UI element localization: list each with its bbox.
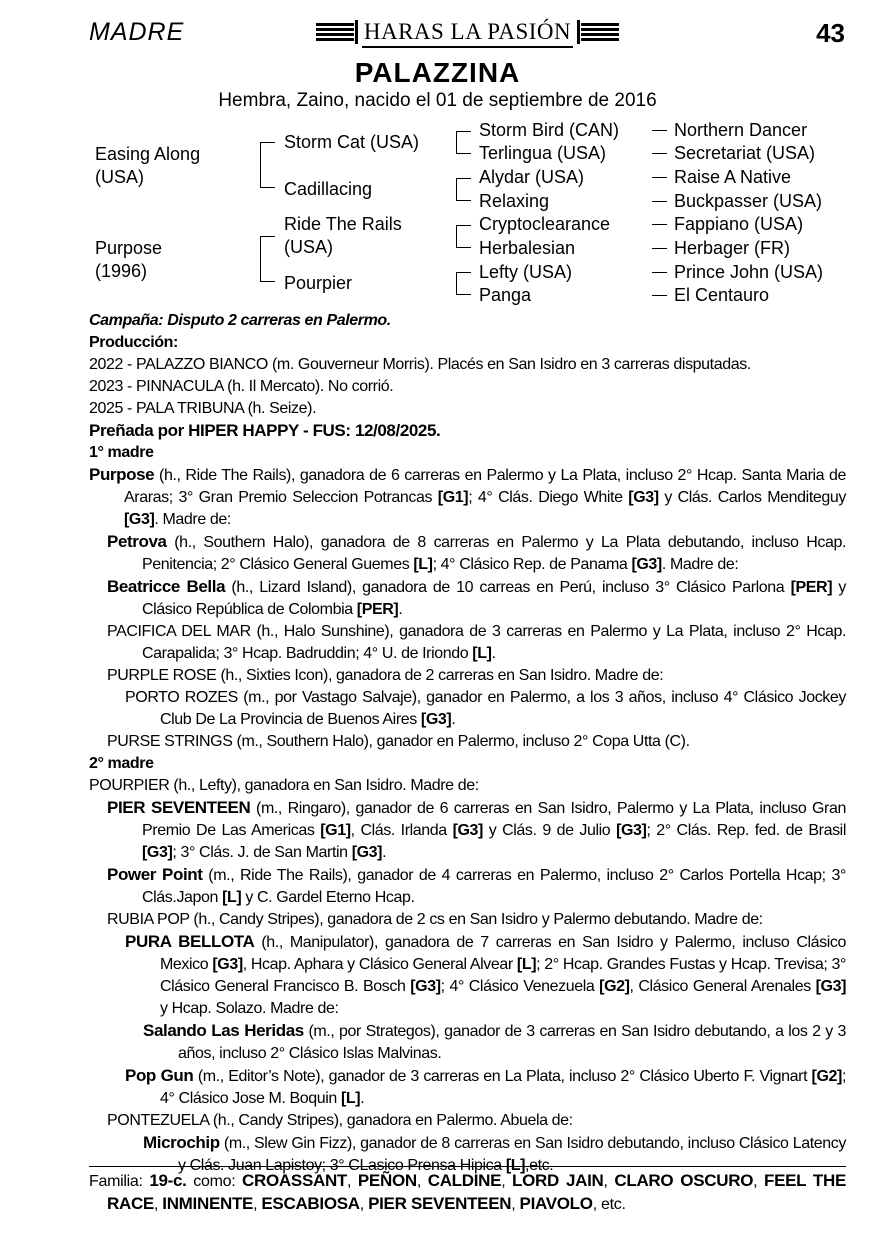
page-number: 43	[816, 18, 845, 48]
horse-name-popgun: Pop Gun	[125, 1066, 194, 1085]
pedigree-sire: Easing Along (USA)	[95, 144, 201, 187]
pedigree-gen4: Northern Dancer	[674, 120, 808, 140]
grade-badge: [G3]	[351, 844, 383, 861]
entry-text: , Clás. Irlanda	[350, 822, 453, 839]
entry-text: ,etc.	[525, 1157, 554, 1174]
entry-text: .	[382, 844, 387, 861]
production-item: 2025 - PALA TRIBUNA (h. Seize).	[89, 400, 317, 417]
family-horse: CLARO OSCURO	[614, 1171, 754, 1190]
pedigree-dash	[652, 153, 667, 154]
horse-name-pier: PIER SEVENTEEN	[107, 798, 251, 817]
grade-badge: [G3]	[124, 511, 155, 528]
pedigree-dash	[652, 201, 667, 202]
horse-name-power: Power Point	[107, 865, 203, 884]
grade-badge: [G3]	[142, 844, 173, 861]
family-sep: ,	[511, 1196, 520, 1213]
family-sep: ,	[603, 1173, 615, 1190]
entry-pura-bellota	[89, 931, 846, 1020]
grade-badge: [G2]	[811, 1068, 842, 1085]
pedigree-gen3: Panga	[479, 285, 532, 305]
pedigree-dash	[652, 130, 667, 131]
entry-text: .	[491, 645, 496, 662]
entry-text: (m., Ringaro), ganador de 6 carreras en San Isidro, Palermo y La Plata, incluso Gran Premio De Las Americas	[142, 800, 846, 839]
entry-pourpier: POURPIER (h., Lefty), ganadora en San Isidro. Madre de:	[89, 777, 479, 794]
pedigree-bracket	[456, 178, 457, 201]
entry-text: (m., Editor’s Note), ganador de 3 carreras en La Plata, incluso 2° Clásico Uberto F. Vignart	[193, 1068, 812, 1085]
entry-power-point	[89, 864, 846, 909]
family-number: 19-c.	[149, 1171, 187, 1190]
family-sep: ,	[359, 1196, 369, 1213]
pedigree-gen4: Secretariat (USA)	[674, 143, 816, 163]
pedigree-dam: Purpose (1996)	[95, 238, 163, 281]
horse-name-microchip: Microchip	[143, 1133, 220, 1152]
catalog-body	[89, 310, 846, 1177]
grade-badge: [L]	[413, 556, 433, 573]
entry-text: (h., Ride The Rails), ganadora de 6 carreras en Palermo y La Plata, incluso 2° Hcap. Santa Maria de Araras; 3° Gran Premio Seleccion Potrancas	[124, 467, 846, 506]
entry-text: PACIFICA DEL MAR (h., Halo Sunshine), ganadora de 3 carreras en Palermo y La Plata, incluso 2° Hcap. Carapalida; 3° Hcap. Badruddin; 4° U. de Iriondo	[107, 623, 846, 662]
grade-badge: [L]	[222, 889, 242, 906]
dam-entry-petrova	[89, 531, 846, 576]
entry-porto-rozes	[89, 687, 846, 731]
pedigree-gen4: Fappiano (USA)	[674, 214, 804, 234]
pedigree-gen3: Relaxing	[479, 191, 550, 211]
entry-text: y C. Gardel Eterno Hcap.	[241, 889, 415, 906]
entry-beatricce	[89, 576, 846, 621]
grade-badge: [G2]	[599, 978, 630, 995]
entry-text: ; 4° Clásico Jose M. Boquin	[160, 1068, 846, 1107]
pedigree-gen3: Cryptoclearance	[479, 214, 611, 234]
grade-badge: [PER]	[356, 601, 399, 618]
grade-badge: [G3]	[628, 489, 659, 506]
production-heading: Producción:	[89, 334, 178, 351]
brand-divider-right	[577, 20, 580, 44]
entry-text: (m., Slew Gin Fizz), ganador de 8 carreras en San Isidro debutando, incluso Clásico Latency y Clás. Juan Lapistoy; 3° CLasico Prensa Hipica	[178, 1135, 846, 1174]
entry-text: ; 2° Clás. Rep. fed. de Brasil	[646, 822, 846, 839]
family-sep: ,	[253, 1196, 262, 1213]
horse-name-salando: Salando Las Heridas	[143, 1021, 304, 1040]
family-sep: ,	[153, 1196, 163, 1213]
family-footer	[89, 1166, 846, 1216]
grade-badge: [G3]	[420, 711, 452, 728]
family-sep: ,	[347, 1173, 358, 1190]
family-horse: PIER SEVENTEEN	[368, 1194, 512, 1213]
pedigree-gen2: Pourpier	[284, 273, 353, 293]
horse-name-petrova: Petrova	[107, 532, 167, 551]
brand-divider-left	[355, 20, 358, 44]
pedigree-bracket	[456, 225, 457, 248]
family-horse: CROASSANT	[242, 1171, 348, 1190]
entry-text: ; 4° Clásico Venezuela	[440, 978, 600, 995]
pedigree-gen2: Storm Cat (USA)	[284, 132, 420, 152]
entry-text: ; 3° Clás. J. de San Martin	[172, 844, 352, 861]
entry-rubia-pop: RUBIA POP (h., Candy Stripes), ganadora de 2 cs en San Isidro y Palermo debutando. Madre de:	[107, 911, 763, 928]
grade-badge: [G3]	[631, 556, 662, 573]
second-dam-heading: 2° madre	[89, 755, 154, 772]
entry-text: .	[360, 1090, 365, 1107]
entry-text: y Clásico República de Colombia	[142, 579, 847, 618]
family-etc: , etc.	[592, 1196, 626, 1213]
pedigree-dash	[652, 272, 667, 273]
pedigree-dash	[652, 248, 667, 249]
family-como: como:	[186, 1173, 243, 1190]
family-horse: LORD JAIN	[512, 1171, 604, 1190]
pedigree-dash	[652, 177, 667, 178]
pedigree-dash	[652, 295, 667, 296]
entry-text: (h., Southern Halo), ganadora de 8 carreras en Palermo y La Plata debutando, incluso Hcap. Penitencia; 2° Clásico General Guemes	[142, 534, 846, 573]
entry-text: , Clásico General Arenales	[629, 978, 816, 995]
grade-badge: [G3]	[410, 978, 441, 995]
pedigree-bracket	[260, 142, 261, 188]
entry-text: .	[451, 711, 456, 728]
pregnancy-line: Preñada por HIPER HAPPY - FUS: 12/08/2025.	[89, 421, 441, 440]
entry-pontezuela: PONTEZUELA (h., Candy Stripes), ganadora en Palermo. Abuela de:	[107, 1112, 573, 1129]
brand-underline	[362, 46, 573, 48]
family-label: Familia:	[89, 1173, 150, 1190]
pedigree-bracket	[456, 131, 457, 154]
pedigree-gen3: Lefty (USA)	[479, 262, 573, 282]
entry-text: . Madre de:	[154, 511, 231, 528]
entry-pop-gun	[89, 1065, 846, 1110]
horse-description: Hembra, Zaino, nacido el 01 de septiembre de 2016	[218, 90, 657, 111]
horse-name-purpose: Purpose	[89, 465, 155, 484]
pedigree-gen3: Terlingua (USA)	[479, 143, 607, 163]
pedigree-dash	[652, 224, 667, 225]
brand-bars-right	[581, 23, 619, 41]
entry-text: ; 4° Clásico Rep. de Panama	[432, 556, 632, 573]
family-sep: ,	[416, 1173, 428, 1190]
grade-badge: [G1]	[320, 822, 351, 839]
entry-salando	[89, 1020, 846, 1065]
entry-pier-seventeen	[89, 797, 846, 864]
pedigree-bracket	[456, 272, 457, 295]
campaign-line: Campaña: Disputo 2 carreras en Palermo.	[89, 312, 391, 329]
entry-text: , Hcap. Aphara y Clásico General Alvear	[242, 956, 517, 973]
pedigree-gen4: Buckpasser (USA)	[674, 191, 823, 211]
family-horse: FEEL THE RACE	[107, 1171, 847, 1213]
grade-badge: [L]	[505, 1157, 526, 1174]
entry-purse-strings: PURSE STRINGS (m., Southern Halo), ganador en Palermo, incluso 2° Copa Utta (C).	[107, 733, 690, 750]
family-line	[89, 1170, 846, 1216]
entry-text: ; 2° Hcap. Grandes Fustas y Hcap. Trevisa; 3° Clásico General Francisco B. Bosch	[160, 956, 846, 995]
pedigree-gen4: Prince John (USA)	[674, 262, 824, 282]
grade-badge: [L]	[472, 645, 492, 662]
pedigree-bracket	[260, 236, 261, 282]
brand-logo	[316, 16, 619, 50]
family-sep: ,	[753, 1173, 764, 1190]
dam-entry-purpose	[89, 464, 846, 531]
brand-bars-left	[316, 23, 354, 41]
first-dam-heading: 1° madre	[89, 444, 154, 461]
entry-text: (h., Manipulator), ganadora de 7 carreras en San Isidro y Palermo, incluso Clásico Mexico	[160, 934, 846, 973]
family-horse: PIAVOLO	[519, 1194, 593, 1213]
entry-text: (m., Ride The Rails), ganador de 4 carreras en Palermo, incluso 2° Carlos Portella Hcap; 3° Clás.Japon	[142, 867, 846, 906]
grade-badge: [G3]	[815, 978, 846, 995]
pedigree-gen2: Cadillacing	[284, 179, 373, 199]
grade-badge: [G1]	[437, 489, 469, 506]
entry-text: ; 4° Clás. Diego White	[468, 489, 629, 506]
grade-badge: [G3]	[616, 822, 647, 839]
brand-name: HARAS LA PASIÓN	[363, 19, 572, 44]
family-horse: CALDINE	[427, 1171, 502, 1190]
family-horse: ESCABIOSA	[261, 1194, 360, 1213]
section-label: MADRE	[89, 18, 185, 46]
entry-text: .	[398, 601, 403, 618]
pedigree-gen3: Herbalesian	[479, 238, 576, 258]
entry-text: (m., por Strategos), ganador de 3 carreras en San Isidro debutando, a los 2 y 3 años, incluso 2° Clásico Islas Malvinas.	[178, 1023, 846, 1062]
grade-badge: [G3]	[452, 822, 483, 839]
grade-badge: [PER]	[790, 579, 833, 596]
horse-name: PALAZZINA	[354, 57, 521, 88]
family-horse: INMINENTE	[162, 1194, 254, 1213]
family-horse: PEÑON	[357, 1171, 417, 1190]
grade-badge: [L]	[516, 956, 537, 973]
entry-text: y Hcap. Solazo. Madre de:	[160, 1000, 339, 1017]
pedigree-gen4: Raise A Native	[674, 167, 792, 187]
entry-text: y Clás. 9 de Julio	[482, 822, 617, 839]
pedigree-gen4: El Centauro	[674, 285, 770, 305]
family-sep: ,	[501, 1173, 513, 1190]
entry-text: (h., Lizard Island), ganadora de 10 carreas en Perú, incluso 3° Clásico Parlona	[225, 579, 791, 596]
pedigree-gen2: Ride The Rails (USA)	[284, 214, 402, 257]
entry-text: PORTO ROZES (m., por Vastago Salvaje), ganador en Palermo, a los 3 años, incluso 4° Clásico Jockey Club De La Provincia de Buenos Aires	[125, 689, 846, 728]
production-item: 2023 - PINNACULA (h. Il Mercato). No corrió.	[89, 378, 394, 395]
production-item: 2022 - PALAZZO BIANCO (m. Gouverneur Morris). Placés en San Isidro en 3 carreras disputadas.	[89, 356, 751, 373]
pedigree-gen3: Storm Bird (CAN)	[479, 120, 620, 140]
horse-name-pura: PURA BELLOTA	[125, 932, 255, 951]
pedigree-gen4: Herbager (FR)	[674, 238, 791, 258]
entry-purple-rose: PURPLE ROSE (h., Sixties Icon), ganadora de 2 carreras en San Isidro. Madre de:	[107, 667, 664, 684]
entry-text: . Madre de:	[661, 556, 739, 573]
entry-text: y Clás. Carlos Menditeguy	[658, 489, 846, 506]
entry-pacifica	[89, 621, 846, 665]
pedigree-gen3: Alydar (USA)	[479, 167, 585, 187]
grade-badge: [L]	[340, 1090, 361, 1107]
horse-name-beatricce: Beatricce Bella	[107, 577, 226, 596]
grade-badge: [G3]	[212, 956, 243, 973]
